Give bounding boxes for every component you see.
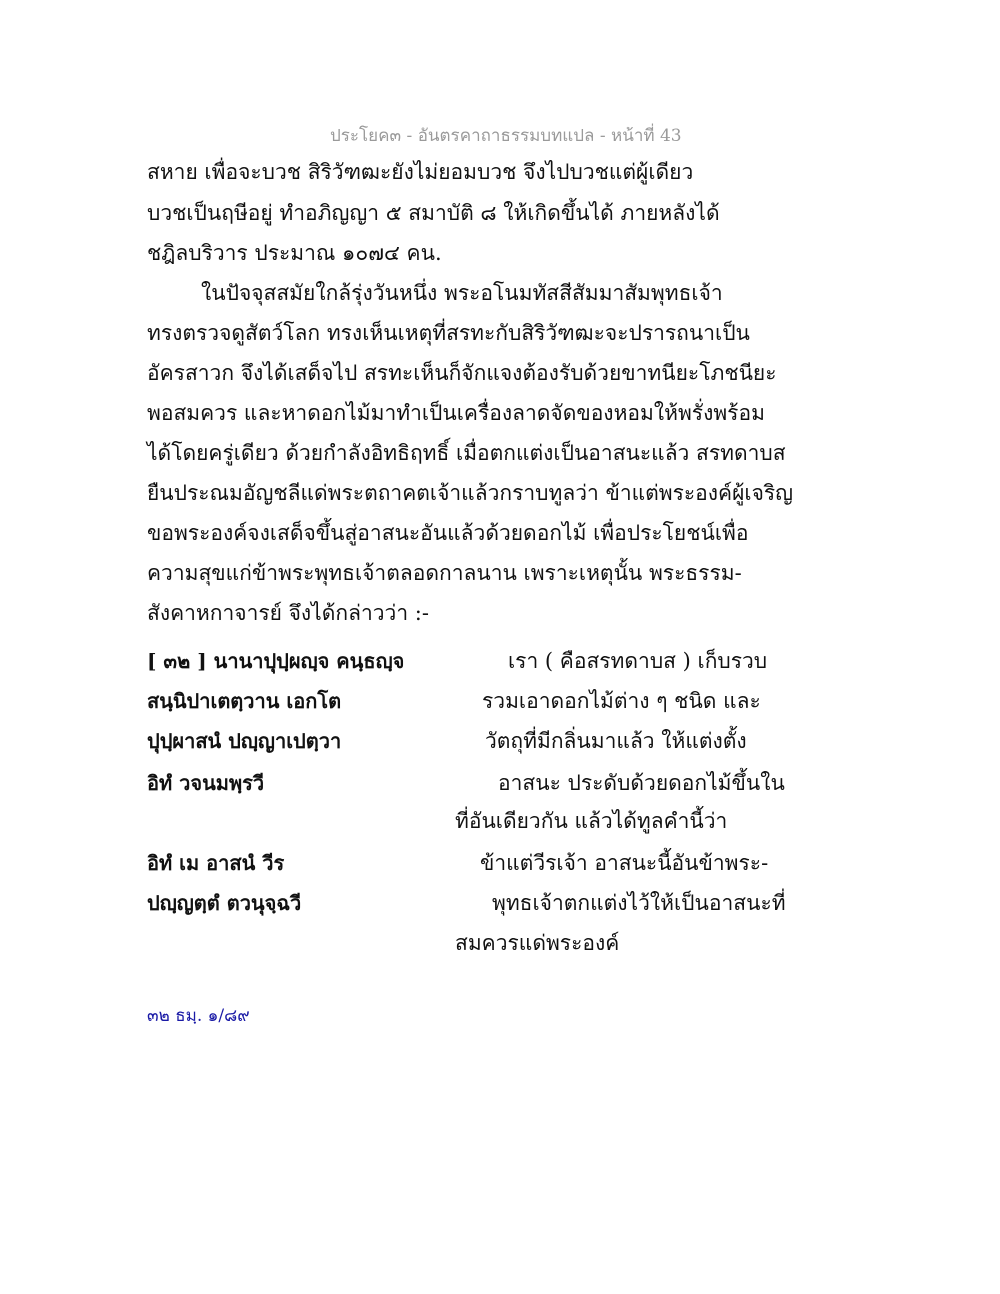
verse-thai-line: วัตถุที่มีกลิ่นมาแล้ว ให้แต่งตั้ง [485, 729, 747, 753]
text-line: ทรงตรวจดูสัตว์โลก ทรงเห็นเหตุที่สรทะกับสิริวัฑฒะจะปรารถนาเป็น [147, 321, 750, 345]
verse-pali-line: สนฺนิปาเตตฺวาน เอกโต [147, 689, 342, 713]
verse-thai-line: อาสนะ ประดับด้วยดอกไม้ขึ้นใน [498, 771, 785, 795]
verse-thai-line: พุทธเจ้าตกแต่งไว้ให้เป็นอาสนะที่ [492, 891, 786, 915]
text-line: ขอพระองค์จงเสด็จขึ้นสู่อาสนะอันแล้วด้วยดอกไม้ เพื่อประโยชน์เพื่อ [147, 521, 749, 545]
text-line: สังคาหกาจารย์ จึงได้กล่าวว่า :- [147, 601, 429, 625]
verse-thai-line: สมควรแด่พระองค์ [455, 931, 620, 955]
verse-thai-line: ที่อันเดียวกัน แล้วได้ทูลคำนี้ว่า [455, 809, 728, 833]
text-line: ได้โดยครู่เดียว ด้วยกำลังอิทธิฤทธิ์ เมื่อตกแต่งเป็นอาสนะแล้ว สรทดาบส [147, 441, 786, 465]
text-line: บวชเป็นฤษีอยู่ ทำอภิญญา ๕ สมาบัติ ๘ ให้เกิดขึ้นได้ ภายหลังได้ [147, 201, 720, 225]
verse-thai-line: เรา ( คือสรทดาบส ) เก็บรวบ [508, 649, 768, 673]
text-line: พอสมควร และหาดอกไม้มาทำเป็นเครื่องลาดจัดของหอมให้พรั่งพร้อม [147, 401, 765, 425]
verse-pali-line: [ ๓๒ ] นานาปุปฺผญฺจ คนฺธญฺจ [147, 649, 405, 673]
footnote: ๓๒ ธมฺ. ๑/๘๙ [147, 1006, 250, 1026]
verse-thai-line: ข้าแต่วีรเจ้า อาสนะนี้อันข้าพระ- [480, 851, 769, 875]
text-line: ชฎิลบริวาร ประมาณ ๑๐๗๔ คน. [147, 241, 442, 265]
text-line: ความสุขแก่ข้าพระพุทธเจ้าตลอดกาลนาน เพราะเหตุนั้น พระธรรม- [147, 561, 742, 585]
verse-pali-line: ปญฺญตฺตํ ตวนุจฺฉวี [147, 891, 302, 915]
verse-pali-line: ปุปฺผาสนํ ปญฺญาเปตฺวา [147, 729, 342, 753]
page-header: ประโยค๓ - อันตรคาถาธรรมบทแปล - หน้าที่ 43 [330, 126, 682, 146]
verse-pali-line: อิทํ เม อาสนํ วีร [147, 851, 285, 875]
text-line: สหาย เพื่อจะบวช สิริวัฑฒะยังไม่ยอมบวช จึงไปบวชแต่ผู้เดียว [147, 160, 694, 184]
text-line: อัครสาวก จึงได้เสด็จไป สรทะเห็นก็จักแจงต้องรับด้วยขาทนียะโภชนียะ [147, 361, 777, 385]
text-line: ยืนประณมอัญชลีแด่พระตถาคตเจ้าแล้วกราบทูลว่า ข้าแต่พระองค์ผู้เจริญ [147, 481, 794, 505]
verse-pali-line: อิทํ วจนมพฺรวี [147, 771, 265, 795]
verse-thai-line: รวมเอาดอกไม้ต่าง ๆ ชนิด และ [482, 689, 761, 713]
text-line: ในปัจจุสสมัยใกล้รุ่งวันหนึ่ง พระอโนมทัสสีสัมมาสัมพุทธเจ้า [201, 281, 723, 305]
